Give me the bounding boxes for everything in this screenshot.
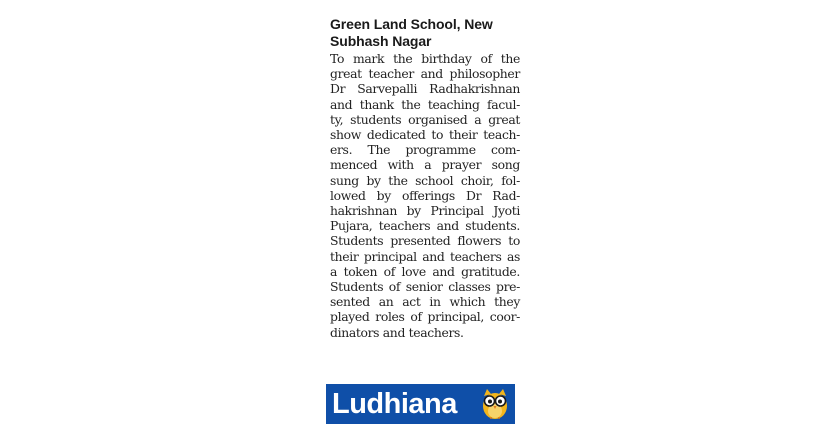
news-clipping: [330, 16, 520, 340]
article-headline: [330, 16, 520, 50]
owl-icon: [478, 387, 512, 421]
body-line: ty, students organised a great: [330, 111, 520, 127]
body-line: To mark the birthday of the: [330, 51, 520, 66]
body-line: their principal and teachers as: [330, 248, 520, 264]
headline-line: Subhash Nagar: [330, 33, 432, 49]
body-line: ers. The programme com-: [330, 142, 520, 158]
body-line: show dedicated to their teach-: [330, 127, 520, 143]
body-line: lowed by offerings Dr Rad-: [330, 187, 520, 203]
body-line: Students of senior classes pre-: [330, 279, 520, 295]
article-body: [330, 51, 520, 340]
body-line: Pujara, teachers and students.: [330, 218, 520, 234]
body-line: great teacher and philosopher: [330, 66, 520, 82]
body-line: Dr Sarvepalli Radhakrishnan: [330, 81, 520, 97]
body-line: dinators and teachers.: [330, 324, 464, 340]
city-banner: [326, 384, 515, 424]
body-line: played roles of principal, coor-: [330, 309, 520, 325]
city-name: Ludhiana: [332, 387, 457, 420]
body-line: sung by the school choir, fol-: [330, 172, 520, 188]
headline-line: Green Land School, New: [330, 16, 493, 32]
body-line: sented an act in which they: [330, 294, 520, 310]
body-line: hakrishnan by Principal Jyoti: [330, 203, 520, 219]
body-line: menced with a prayer song: [330, 157, 520, 173]
body-line: Students presented flowers to: [330, 233, 520, 249]
body-line: and thank the teaching facul-: [330, 96, 520, 112]
body-line: a token of love and gratitude.: [330, 263, 520, 279]
